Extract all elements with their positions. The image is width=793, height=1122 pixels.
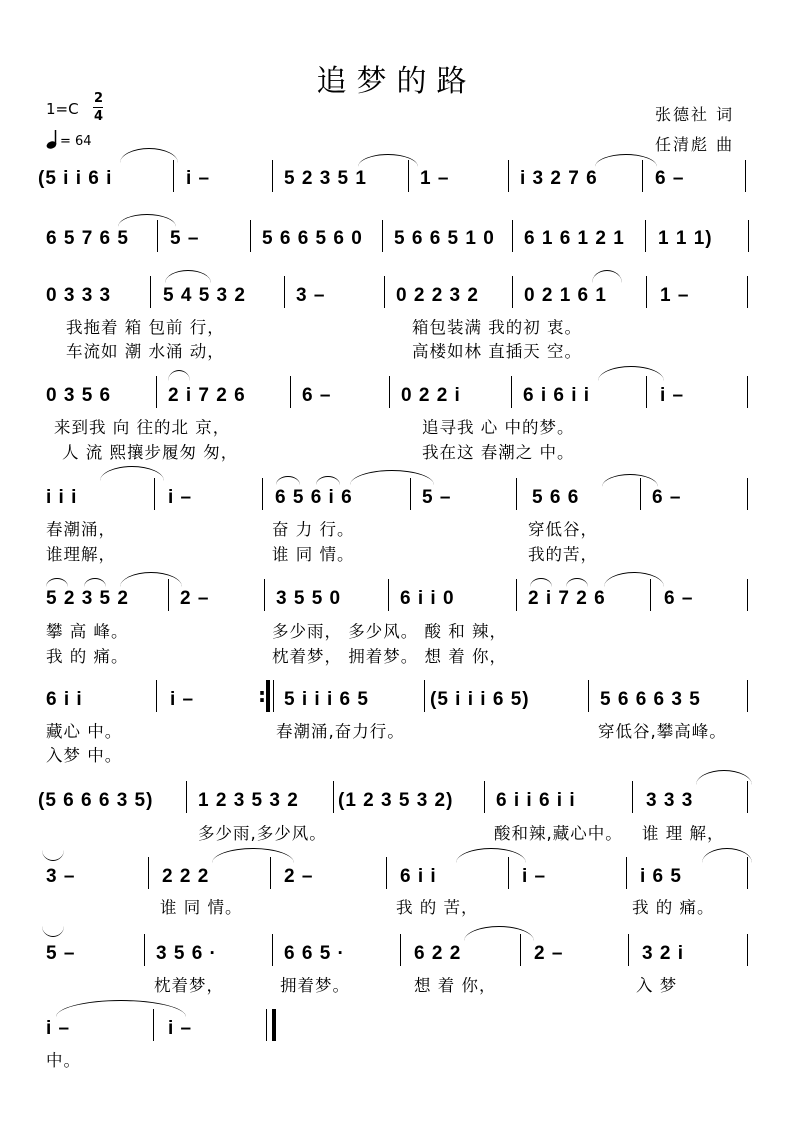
barline [262, 478, 263, 510]
measure-notes: i – [168, 1018, 193, 1039]
barline [382, 220, 383, 252]
barline [389, 376, 390, 408]
lyric-line: 中。 [46, 1051, 81, 1070]
barline [272, 934, 273, 966]
page-title: 追梦的路 [316, 64, 477, 99]
measure-notes: 3 2 i [642, 943, 684, 964]
tie-arc [592, 270, 622, 283]
barline [747, 376, 748, 408]
measure-notes: 6 – [302, 385, 332, 406]
measure-notes: 6 i i 0 [400, 588, 455, 609]
barline [384, 276, 385, 308]
tie-arc [276, 476, 300, 485]
barline [588, 680, 589, 712]
lyric-line: 我拖着 箱 包前 行， [66, 318, 225, 337]
tie-arc [350, 470, 434, 485]
quarter-note-icon [45, 128, 59, 150]
tie-arc [702, 848, 752, 863]
final-barline [272, 1009, 276, 1041]
barline [747, 579, 748, 611]
tie-arc [42, 850, 64, 861]
measure-notes: (1 2 3 5 3 2) [338, 790, 454, 811]
barline [626, 857, 627, 889]
measure-notes: 5 6 6 [532, 487, 580, 508]
measure-notes: 6 1 6 1 2 1 [524, 228, 625, 249]
repeat-barline-thin [273, 680, 274, 712]
barline [645, 220, 646, 252]
repeat-dots: : [258, 683, 266, 707]
measure-notes: 6 – [652, 487, 682, 508]
barline [156, 376, 157, 408]
key-signature: 1=C [46, 100, 79, 118]
barline [424, 680, 425, 712]
measure-notes: (5 6 6 6 3 5) [38, 790, 154, 811]
barline [173, 160, 174, 192]
barline [266, 1009, 267, 1041]
measure-notes: 6 i i [46, 689, 83, 710]
measure-notes: 2 i 7 2 6 [528, 588, 606, 609]
measure-notes: 1 – [420, 168, 450, 189]
measure-notes: 0 3 5 6 [46, 385, 112, 406]
measure-notes: 1 1 1) [658, 228, 713, 249]
lyric-line: 藏心 中。 [46, 722, 123, 741]
repeat-barline-thick [266, 680, 270, 712]
tie-arc [696, 770, 752, 785]
tempo-marking: = 64 [60, 134, 92, 149]
lyric-line: 人 流 熙攘步履匆 匆， [62, 443, 239, 462]
barline [512, 220, 513, 252]
barline [400, 934, 401, 966]
measure-notes: 6 6 5 · [284, 943, 345, 964]
tie-arc [46, 578, 68, 587]
measure-notes: 5 – [170, 228, 200, 249]
measure-notes: (5 i i i 6 5) [430, 689, 530, 710]
barline [516, 579, 517, 611]
lyric-line: 箱包装满 我的初 衷。 [412, 318, 582, 337]
barline [290, 376, 291, 408]
measure-notes: 5 6 6 6 3 5 [600, 689, 701, 710]
barline [628, 934, 629, 966]
measure-notes: 6 5 7 6 5 [46, 228, 129, 249]
measure-notes: 2 – [534, 943, 564, 964]
lyric-line: 春潮涌， [46, 520, 116, 539]
barline [284, 276, 285, 308]
tie-arc [456, 848, 526, 863]
measure-notes: 0 3 3 3 [46, 285, 112, 306]
tie-arc [530, 578, 552, 587]
measure-notes: 6 i i [400, 866, 437, 887]
lyric-line: 我 的 痛。 [632, 898, 715, 917]
measure-notes: 5 4 5 3 2 [163, 285, 246, 306]
lyric-line: 奋 力 行。 [272, 520, 355, 539]
tie-arc [118, 214, 176, 227]
lyric-line: 攀 高 峰。 [46, 622, 129, 641]
tie-arc [42, 926, 64, 937]
measure-notes: 5 6 6 5 1 0 [394, 228, 495, 249]
lyric-line: 入梦 中。 [46, 746, 123, 765]
barline [144, 934, 145, 966]
measure-notes: i – [46, 1018, 71, 1039]
time-signature-top: 2 [94, 91, 104, 106]
measure-notes: 0 2 2 3 2 [396, 285, 479, 306]
lyric-line: 谁 同 情。 [160, 898, 243, 917]
tie-arc [100, 466, 164, 481]
tie-arc [84, 578, 106, 587]
measure-notes: 6 i i 6 i i [496, 790, 576, 811]
measure-notes: 3 3 3 [646, 790, 694, 811]
measure-notes: 5 – [422, 487, 452, 508]
lyric-line: 我 的 苦， [396, 898, 479, 917]
lyric-line: 穿低谷， [528, 520, 598, 539]
measure-notes: 3 – [296, 285, 326, 306]
measure-notes: 5 2 3 5 1 [284, 168, 367, 189]
barline [154, 478, 155, 510]
lyricist-credit: 张德社 词 [655, 105, 735, 124]
measure-notes: i 6 5 [640, 866, 682, 887]
barline [386, 857, 387, 889]
measure-notes: 5 i i i 6 5 [284, 689, 369, 710]
measure-notes: 6 – [664, 588, 694, 609]
lyric-line: 追寻我 心 中的梦。 [422, 418, 575, 437]
measure-notes: i – [660, 385, 685, 406]
measure-notes: i – [168, 487, 193, 508]
barline [748, 220, 749, 252]
lyric-line: 入 梦 [636, 976, 678, 995]
measure-notes: (5 i i 6 i [38, 168, 113, 189]
lyric-line: 我在这 春潮之 中。 [422, 443, 575, 462]
lyric-line: 车流如 潮 水涌 动， [66, 342, 225, 361]
barline [508, 160, 509, 192]
barline [747, 276, 748, 308]
lyric-line: 我的苦， [528, 545, 598, 564]
measure-notes: 2 i 7 2 6 [168, 385, 246, 406]
barline [747, 680, 748, 712]
lyric-line: 拥着梦。 [280, 976, 350, 995]
tie-arc [464, 926, 534, 941]
tie-arc [165, 270, 211, 283]
lyric-line: 来到我 向 往的北 京， [54, 418, 231, 437]
barline [512, 276, 513, 308]
measure-notes: 3 – [46, 866, 76, 887]
barline [747, 478, 748, 510]
lyric-line: 我 的 痛。 [46, 647, 129, 666]
lyric-line: 谁理解， [46, 545, 116, 564]
measure-notes: i i i [46, 487, 78, 508]
lyric-line: 酸和辣,藏心中。 [494, 824, 623, 843]
barline [272, 160, 273, 192]
barline [333, 781, 334, 813]
barline [388, 579, 389, 611]
barline [148, 857, 149, 889]
lyric-line: 枕着梦， [154, 976, 224, 995]
barline [511, 376, 512, 408]
barline [186, 781, 187, 813]
barline [747, 781, 748, 813]
tie-arc [168, 370, 190, 381]
lyric-line: 穿低谷,攀高峰。 [598, 722, 727, 741]
tie-arc [56, 1000, 186, 1017]
tie-arc [316, 476, 340, 485]
tie-arc [566, 578, 588, 587]
lyric-line: 多少雨,多少风。 [198, 824, 327, 843]
lyric-line: 高楼如林 直插天 空。 [412, 342, 582, 361]
tie-arc [595, 154, 657, 167]
measure-notes: 6 5 6 i 6 [275, 487, 353, 508]
measure-notes: 0 2 1 6 1 [524, 285, 607, 306]
lyric-line: 枕着梦， 拥着梦。 想 着 你， [272, 647, 507, 666]
barline [747, 934, 748, 966]
lyric-line: 谁 同 情。 [272, 545, 355, 564]
tie-arc [598, 366, 664, 381]
measure-notes: 5 2 3 5 2 [46, 588, 129, 609]
barline [150, 276, 151, 308]
measure-notes: 2 – [180, 588, 210, 609]
time-signature-divider [93, 107, 103, 108]
barline [516, 478, 517, 510]
measure-notes: i – [522, 866, 547, 887]
measure-notes: 6 2 2 [414, 943, 462, 964]
measure-notes: 1 2 3 5 3 2 [198, 790, 299, 811]
barline [745, 160, 746, 192]
measure-notes: 6 i 6 i i [523, 385, 591, 406]
measure-notes: 0 2 2 i [401, 385, 461, 406]
measure-notes: 2 2 2 [162, 866, 210, 887]
lyric-line: 想 着 你， [414, 976, 497, 995]
barline [646, 276, 647, 308]
barline [484, 781, 485, 813]
composer-credit: 任清彪 曲 [655, 135, 735, 154]
measure-notes: i – [170, 689, 195, 710]
tie-arc [120, 148, 178, 163]
time-signature-bottom: 4 [94, 109, 104, 124]
lyric-line: 多少雨， 多少风。 酸 和 辣， [272, 622, 507, 641]
barline [250, 220, 251, 252]
tie-arc [604, 572, 664, 587]
measure-notes: 5 – [46, 943, 76, 964]
barline [156, 680, 157, 712]
lyric-line: 春潮涌,奋力行。 [276, 722, 405, 741]
measure-notes: i – [186, 168, 211, 189]
measure-notes: i 3 2 7 6 [520, 168, 598, 189]
barline [632, 781, 633, 813]
barline [264, 579, 265, 611]
lyric-line: 谁 理 解， [642, 824, 725, 843]
tie-arc [602, 474, 658, 487]
measure-notes: 2 – [284, 866, 314, 887]
measure-notes: 5 6 6 5 6 0 [262, 228, 363, 249]
tie-arc [358, 154, 418, 167]
measure-notes: 6 – [655, 168, 685, 189]
tie-arc [120, 572, 182, 587]
measure-notes: 1 – [660, 285, 690, 306]
tie-arc [212, 848, 294, 863]
measure-notes: 3 5 5 0 [276, 588, 342, 609]
measure-notes: 3 5 6 · [156, 943, 217, 964]
